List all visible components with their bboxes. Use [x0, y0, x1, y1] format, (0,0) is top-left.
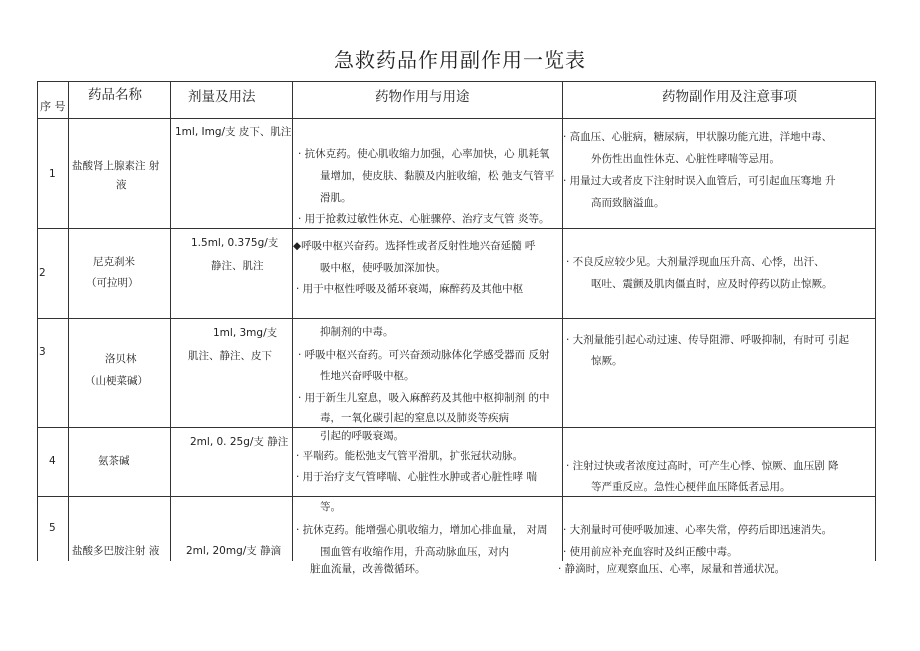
row-seq: 2 [39, 267, 46, 279]
row-seq: 5 [49, 522, 56, 534]
row-dose: 1.5ml, 0.375g/支 [191, 237, 279, 249]
row-seq: 3 [39, 346, 46, 358]
page-title: 急救药品作用副作用一览表 [334, 48, 586, 72]
row-side: · 注射过快或者浓度过高时，可产生心悸、惊厥、血压剧 降 [566, 460, 839, 472]
row-side: 高而致脑溢血。 [591, 197, 665, 209]
row-effect: 围血管有收缩作用，升高动脉血压，对内 [320, 546, 509, 558]
row-side: · 不良反应较少见。大剂量浮现血压升高、心悸，出汗、 [566, 256, 825, 268]
row-effect: · 用于中枢性呼吸及循环衰竭，麻醉药及其他中枢 [296, 283, 524, 295]
row-dose: 肌注、静注、皮下 [188, 350, 272, 362]
header-side: 药物副作用及注意事项 [662, 89, 797, 105]
row-side: · 静滴时，应观察血压、心率，尿量和普通状况。 [558, 563, 786, 575]
row-drug-name: 盐酸肾上腺素注 射 [72, 160, 160, 172]
row-drug-name: （山梗菜碱） [85, 375, 148, 387]
row-dose: 1ml, 3mg/支 [213, 327, 278, 339]
row-drug-name: 尼克刹米 [93, 256, 135, 268]
row-effect: ◆呼吸中枢兴奋药。选择性或者反射性地兴奋延髓 呼 [293, 240, 536, 252]
row-effect: 滑肌。 [320, 192, 352, 204]
row-dose: 2ml, 0. 25g/支 静注 [190, 436, 289, 448]
row-effect: 等。 [320, 501, 341, 513]
row-effect: 吸中枢，使呼吸加深加快。 [320, 262, 446, 274]
header-effect: 药物作用与用途 [375, 89, 470, 105]
row-dose: 静注、肌注 [211, 260, 264, 272]
row-effect: · 抗休克药。能增强心肌收缩力，增加心排血量， 对周 [296, 524, 548, 536]
row-effect: · 用于治疗支气管哮喘、心脏性水肿或者心脏性哮 喘 [296, 471, 538, 483]
row-drug-name: 盐酸多巴胺注射 液 [72, 545, 160, 557]
row-side: 惊厥。 [591, 355, 623, 367]
row-effect: · 抗休克药。使心肌收缩力加强，心率加快，心 肌耗氧 [298, 148, 550, 160]
row-effect: · 呼吸中枢兴奋药。可兴奋颈动脉体化学感受器而 反射 [298, 349, 550, 361]
row-effect: 抑制剂的中毒。 [320, 326, 394, 338]
row-side: · 高血压、心脏病，糖尿病，甲状腺功能亢进，洋地中毒、 [563, 131, 833, 143]
row-dose: 1ml, Img/支 皮下、肌注 [175, 126, 292, 138]
row-effect: 性地兴奋呼吸中枢。 [320, 370, 415, 382]
row-effect: 量增加，使皮肤、黏膜及内脏收缩，松 弛支气管平 [320, 170, 555, 182]
row-side: 等严重反应。急性心梗伴血压降低者忌用。 [591, 481, 791, 493]
row-effect: 毒，一氧化碳引起的窒息以及肺炎等疾病 [320, 412, 509, 424]
row-effect: 脏血流量，改善微循环。 [310, 563, 426, 575]
row-side: · 大剂量能引起心动过速、传导阻滞、呼吸抑制，有时可 引起 [566, 334, 850, 346]
row-effect: · 用于新生儿窒息，吸入麻醉药及其他中枢抑制剂 的中 [298, 392, 550, 404]
row-side: 呕吐、震颤及肌肉僵直时，应及时停药以防止惊厥。 [591, 278, 833, 290]
row-effect: · 用于抢救过敏性休克、心脏骤停、治疗支气管 炎等。 [298, 213, 550, 225]
row-drug-name: 洛贝林 [105, 353, 137, 365]
row-seq: 4 [49, 455, 56, 467]
header-seq: 序 号 [40, 100, 66, 113]
row-effect: · 平喘药。能松弛支气管平滑肌，扩张冠状动脉。 [296, 450, 524, 462]
row-drug-name: （可拉明） [86, 277, 139, 289]
row-side: · 大剂量时可使呼吸加速、心率失常，停药后即迅速消失。 [563, 524, 833, 536]
row-drug-name: 液 [116, 179, 127, 191]
header-name: 药品名称 [88, 87, 142, 103]
row-side: · 用量过大或者皮下注射时误入血管后，可引起血压骞地 升 [563, 175, 836, 187]
row-dose: 2ml, 20mg/支 静滴 [186, 545, 282, 557]
row-effect: 引起的呼吸衰竭。 [320, 430, 404, 442]
header-dose: 剂量及用法 [188, 89, 256, 105]
row-side: · 使用前应补充血容时及纠正酸中毒。 [563, 546, 738, 558]
row-side: 外伤性出血性休克、心脏性哮喘等忌用。 [591, 153, 780, 165]
row-drug-name: 氨茶碱 [98, 455, 130, 467]
row-seq: 1 [49, 168, 56, 180]
